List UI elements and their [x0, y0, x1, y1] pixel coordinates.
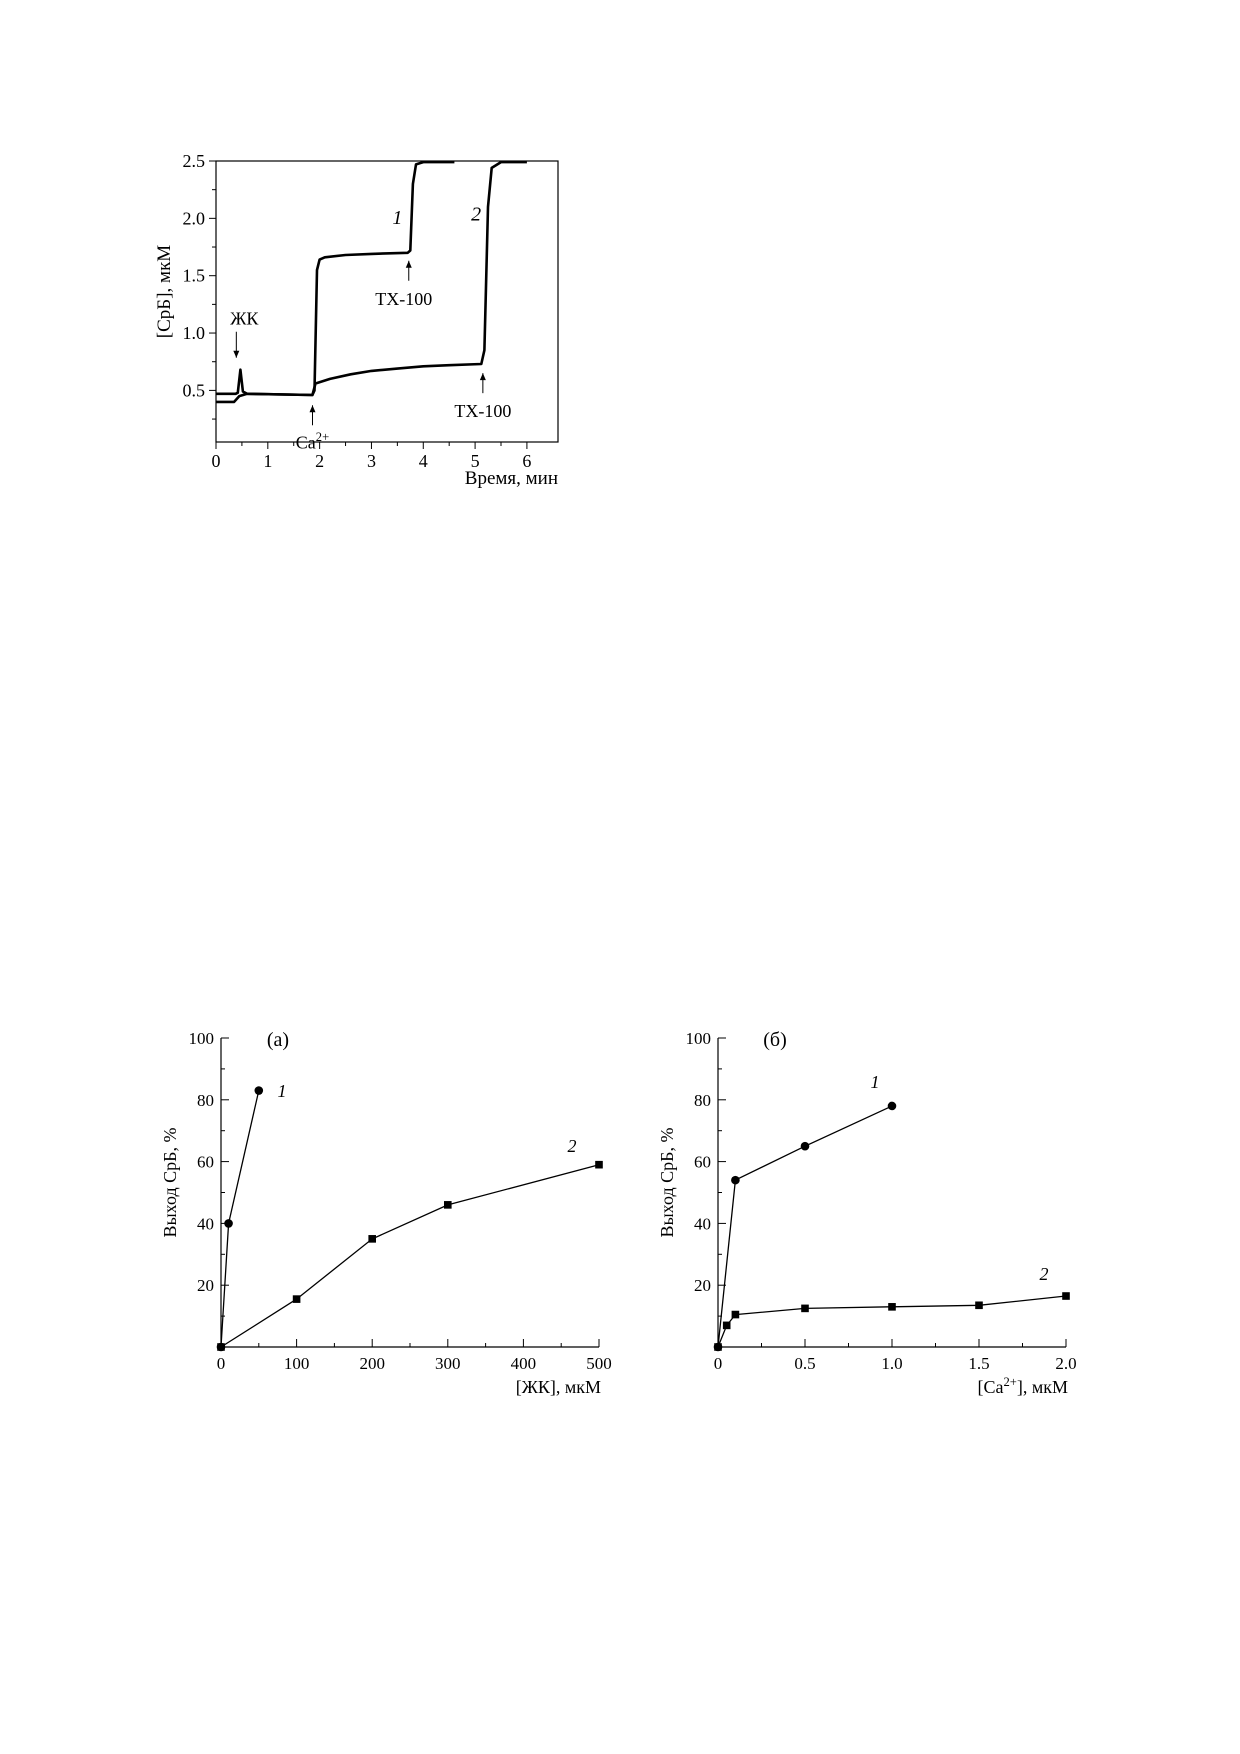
panel-b-series-2-point: [888, 1303, 896, 1311]
kinetics-x-tick-label: 2: [315, 451, 325, 471]
panel-b-series-2-point: [801, 1305, 809, 1313]
panel-a-series-1-label: 1: [277, 1081, 287, 1101]
panel-a-series-2-point: [217, 1343, 225, 1351]
panel-b-series-1-point: [888, 1102, 897, 1111]
panel-a-x-tick-label: 400: [510, 1354, 537, 1373]
panel-b-series-2-point: [714, 1343, 722, 1351]
kinetics-x-axis-label: Время, мин: [464, 468, 558, 489]
panel-b-x-axis-label: $[Ca^{2+}]$, мкМ: [977, 1374, 1068, 1397]
kinetics-series-2-line: [216, 162, 527, 402]
panel-b-series-2-point: [975, 1301, 983, 1309]
annotation-zhk-arrow-head: [233, 351, 239, 358]
panel-b-series: [714, 1072, 1070, 1351]
kinetics-chart: [0, 0, 1240, 560]
kinetics-y-tick-label: 2.5: [182, 151, 205, 171]
panel-a-x-tick-label: 100: [283, 1354, 310, 1373]
annotation-ca-arrow-head: [309, 405, 315, 412]
kinetics-y-tick-label: 1.5: [182, 265, 205, 286]
kinetics-series-2-label: 2: [471, 203, 482, 226]
kinetics-x-tick-label: 0: [211, 451, 221, 471]
panel-a-series-2-line: [221, 1165, 599, 1347]
panel-a-y-tick-label: 60: [197, 1152, 214, 1172]
kinetics-series: [216, 162, 527, 402]
panel-b-y-tick-label: 80: [694, 1090, 711, 1110]
annotation-tx1-arrow-head: [406, 261, 412, 268]
panel-a-series: [217, 1081, 603, 1351]
panel-a-panel-label: (а): [266, 1029, 290, 1051]
panel-b-y-tick-label: 100: [685, 1029, 711, 1048]
kinetics-series-1-label: 1: [392, 207, 403, 230]
panel-a-y-axis-label: Выход СрБ, %: [160, 1127, 180, 1238]
panel-a-series-2-point: [595, 1161, 603, 1169]
panel-b-series-2-point: [723, 1322, 731, 1330]
panel-b-y-tick-label: 20: [694, 1276, 711, 1296]
kinetics-x-tick-label: 4: [418, 451, 428, 471]
panel-b-y-axis-label: Выход СрБ, %: [657, 1127, 677, 1238]
panel-b-series-1-point: [731, 1176, 740, 1185]
panel-a-y-tick-label: 100: [188, 1029, 214, 1048]
annotation-ca-label: $Ca^{2+}$: [295, 430, 330, 453]
annotation-tx2-arrow-head: [480, 373, 486, 380]
panel-a-x-tick-label: 500: [586, 1354, 612, 1373]
panel-b-x-tick-label: 1.0: [881, 1354, 903, 1373]
kinetics-y-axis-label: [СрБ], мкМ: [154, 244, 175, 339]
panel-b-x-tick-label: 0: [713, 1354, 723, 1373]
kinetics-series-labels: [392, 204, 481, 229]
panel-b-y-tick-label: 40: [694, 1214, 711, 1234]
kinetics-y-tick-label: 1.0: [182, 323, 205, 344]
panel-a-series-1-line: [221, 1091, 259, 1348]
panel-a-series-2-label: 2: [567, 1136, 577, 1156]
panel-a-x-tick-label: 300: [435, 1354, 461, 1373]
panel-a-y-tick-label: 40: [197, 1214, 214, 1234]
panel-a-series-2-point: [368, 1235, 376, 1243]
kinetics-series-1-line: [216, 162, 454, 395]
panel-a-chart: [0, 980, 620, 1450]
panel-a-x-axis-label: [ЖК], мкМ: [515, 1377, 601, 1397]
panel-b-series-2-point: [1062, 1292, 1070, 1300]
annotation-tx1-label: TX-100: [375, 288, 433, 309]
panel-a-series-2-point: [444, 1201, 452, 1209]
kinetics-y-tick-label: 0.5: [182, 380, 205, 401]
panel-a-series-1-point: [224, 1219, 233, 1228]
panel-a-y-tick-label: 80: [197, 1090, 214, 1110]
kinetics-x-tick-label: 1: [263, 451, 273, 471]
panel-a-x-tick-label: 0: [216, 1354, 226, 1373]
kinetics-axes: [154, 151, 558, 489]
panel-a-axes: [160, 1029, 612, 1397]
panel-b-x-tick-label: 1.5: [968, 1354, 990, 1373]
panel-b-series-1-label: 1: [870, 1072, 880, 1092]
panel-a-y-tick-label: 20: [197, 1276, 214, 1296]
panel-a-x-tick-label: 200: [359, 1354, 385, 1373]
annotation-zhk-label: ЖК: [230, 308, 259, 329]
panel-b-series-1-point: [801, 1142, 810, 1151]
panel-b-panel-label: (б): [763, 1029, 787, 1051]
annotation-tx2-label: TX-100: [454, 401, 512, 422]
panel-a-series-2-point: [293, 1295, 301, 1303]
kinetics-x-tick-label: 3: [366, 451, 376, 471]
kinetics-x-tick-label: 6: [522, 451, 532, 471]
panel-b-x-tick-label: 0.5: [794, 1354, 816, 1373]
kinetics-x-tick-label: 5: [470, 451, 480, 471]
panel-b-series-2-label: 2: [1039, 1264, 1049, 1284]
panel-b-chart: [620, 980, 1240, 1450]
panel-b-series-2-point: [732, 1311, 740, 1319]
panel-b-x-tick-label: 2.0: [1055, 1354, 1077, 1373]
panel-a-series-1-point: [254, 1086, 263, 1095]
kinetics-annotations: [230, 261, 511, 453]
panel-b-y-tick-label: 60: [694, 1152, 711, 1172]
kinetics-y-tick-label: 2.0: [182, 208, 205, 229]
